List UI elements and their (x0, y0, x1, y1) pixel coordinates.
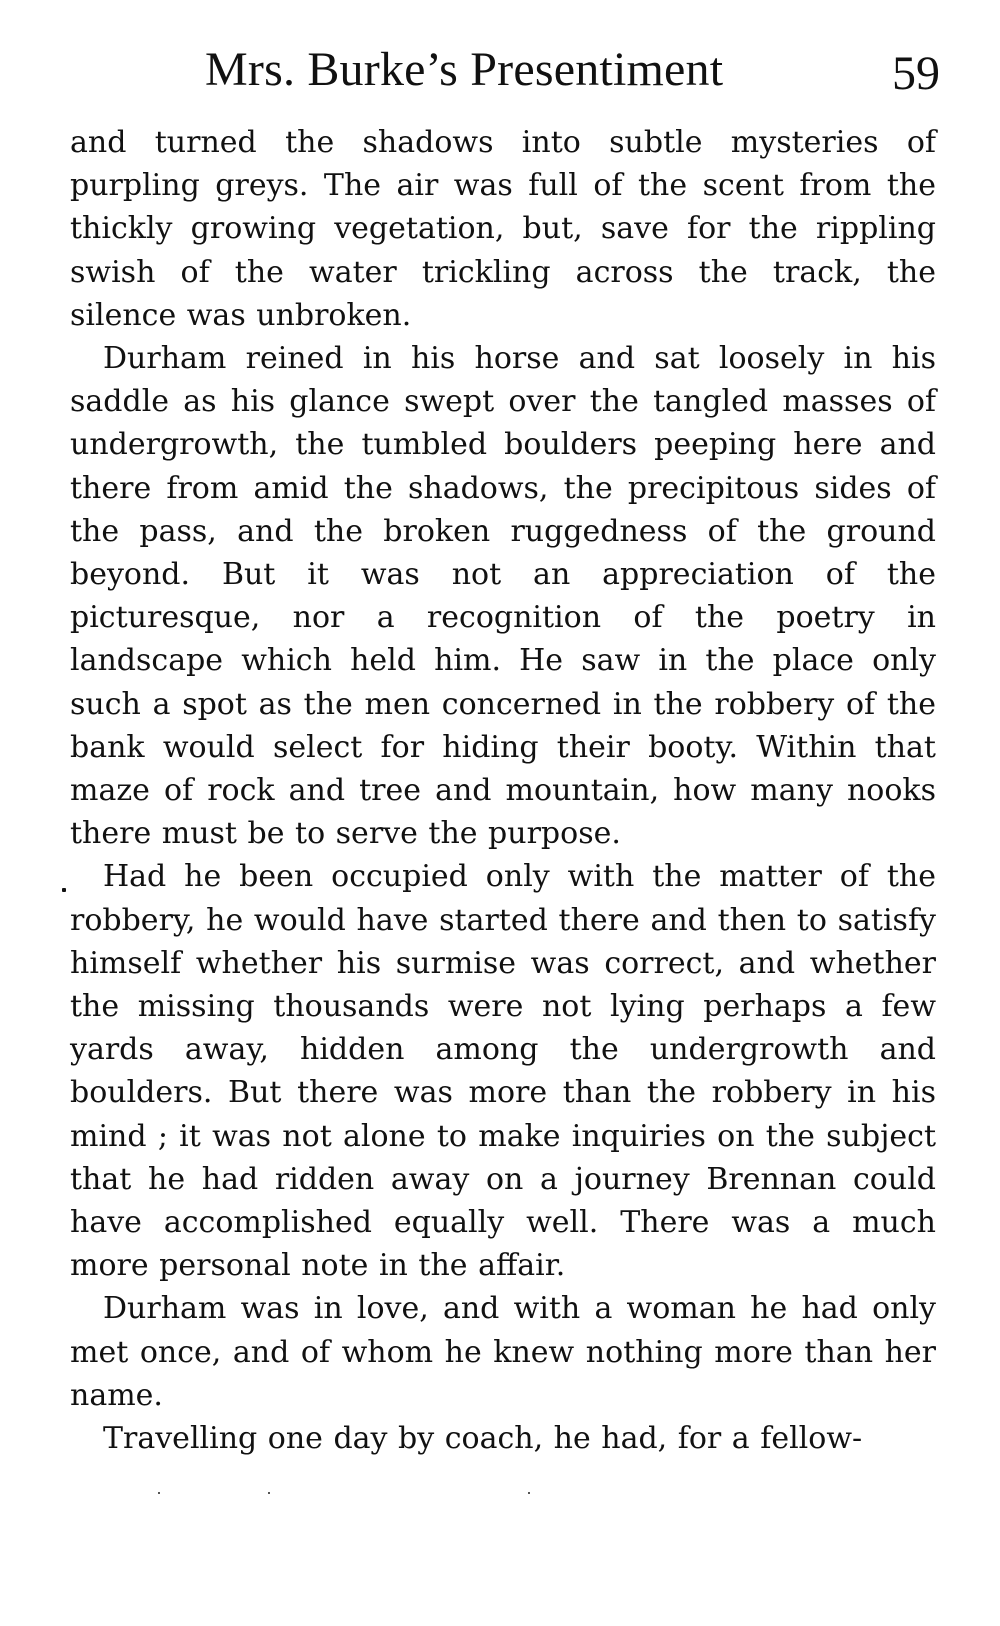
paragraph-last: Travelling one day by coach, he had, for a fellow- (103, 1421, 863, 1457)
paragraph: Durham reined in his horse and sat loosely in his saddle as his glance swept over the tangled masses of undergrowth, the tumbled boulders peeping here and there from amid the shadows, the precipitous sides of the pass, and the broken ruggedness of the ground beyond. But it was not an appreciation of the picturesque, nor a recognition of the poetry in landscape which held him. He saw in the place only such a spot as the men concerned in the robbery of the bank would select for hiding their booty. Within that maze of rock and tree and mountain, how many nooks there must be to serve the purpose. (70, 341, 936, 852)
stray-print-mark (62, 888, 66, 892)
page-number: 59 (892, 47, 940, 100)
running-title: Mrs. Burke’s Presentiment (205, 43, 724, 96)
paragraph: Had he been occupied only with the matter of the robbery, he would have started there and then to satisfy himself whether his surmise was correct, and whether the missing thousands were not lying perhaps a few yards away, hidden among the undergrowth and boulders. But there was more than the robbery in his mind ; it was not alone to make inquiries on the subject that he had ridden away on a journey Brennan could have accomplished equally well. There was a much more personal note in the affair. (70, 859, 936, 1284)
paragraph: Durham was in love, and with a woman he had only met once, and of whom he knew nothing more than her name. (70, 1291, 936, 1413)
stray-print-mark (528, 1492, 530, 1494)
stray-print-mark (268, 1492, 270, 1494)
body-text (70, 121, 936, 1460)
paragraph-continued: and turned the shadows into subtle mysteries of purpling greys. The air was full of the scent from the thickly growing vegetation, but, save for the rippling swish of the water trickling across the track, the silence was unbroken. (70, 125, 936, 333)
running-head (205, 40, 940, 100)
stray-print-mark (158, 1492, 160, 1494)
